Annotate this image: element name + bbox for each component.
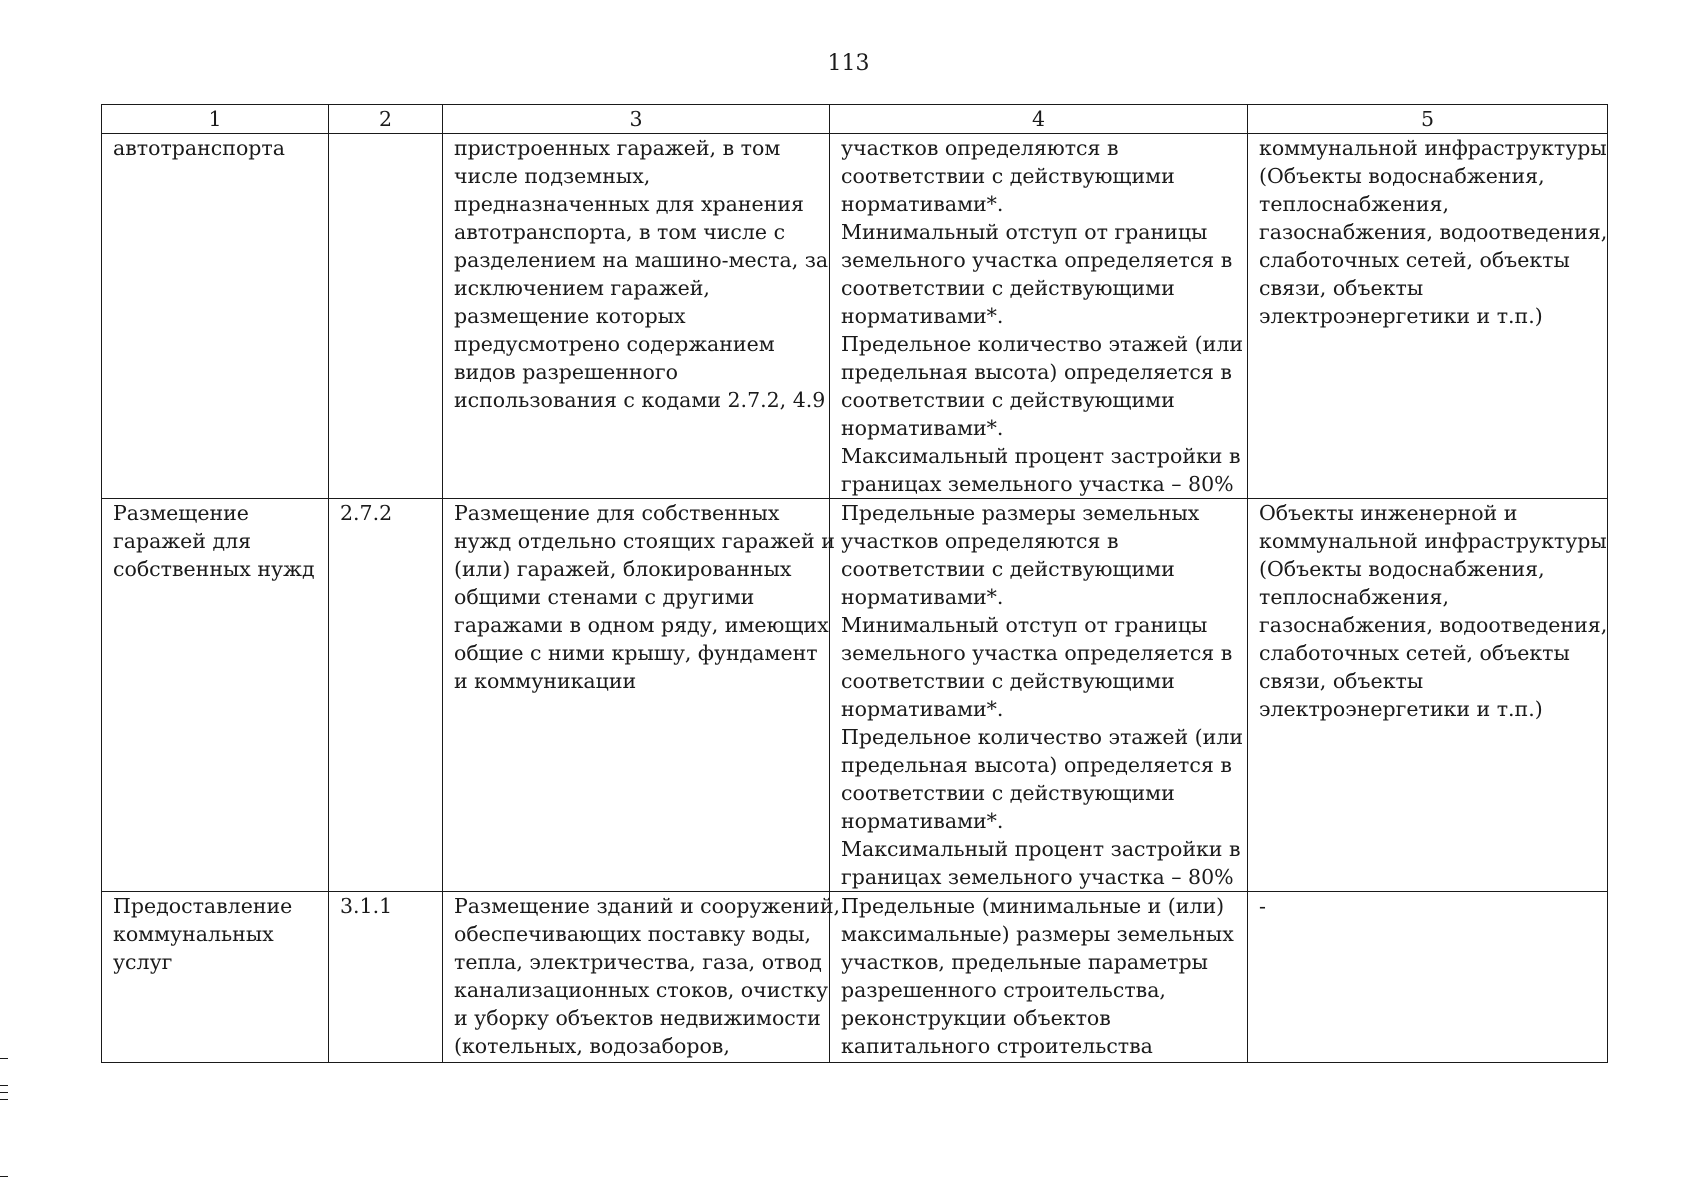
cell-text-line: разделением на машино-места, за [454,248,829,272]
cell-text-line: автотранспорта [113,136,285,160]
cell-text-line: Размещение зданий и сооружений, [454,894,840,918]
cell-text-line: и уборку объектов недвижимости [454,1006,821,1030]
cell-text-line: предельная высота) определяется в [841,360,1232,384]
cell-text-line: участков определяются в [841,136,1119,160]
parameters-cell [830,134,1248,499]
use-description-cell [443,892,840,1063]
cell-text-line: Предоставление [113,894,293,918]
cell-text-line: участков определяются в [841,529,1119,553]
cell-text-line: Предельные (минимальные и (или) [841,894,1225,918]
cell-text-line: Размещение [113,501,249,525]
cell-text-line: границах земельного участка – 80% [841,865,1234,889]
cell-text-line: капитального строительства [841,1034,1153,1058]
use-code-cell [329,499,443,892]
column-header-4: 4 [830,105,1248,134]
cell-text-line: Максимальный процент застройки в [841,837,1241,861]
cell-text-line: газоснабжения, водоотведения, [1259,613,1608,637]
cell-text-line: предназначенных для хранения [454,192,804,216]
accessory-objects-cell [1248,892,1608,1063]
cell-text-line: - [1259,894,1266,918]
page-number: 113 [827,51,870,76]
cell-text-line: слаботочных сетей, объекты [1259,248,1570,272]
cell-text-line: земельного участка определяется в [841,641,1233,665]
scan-margin-mark [0,1058,8,1059]
cell-text-line: (Объекты водоснабжения, [1259,164,1545,188]
parameters-cell [830,499,1248,892]
cell-text-line: нормативами*. [841,697,1004,721]
column-header-5: 5 [1248,105,1608,134]
cell-text-line: общими стенами с другими [454,585,755,609]
cell-text-line: земельного участка определяется в [841,248,1233,272]
cell-text-line: участков, предельные параметры [841,950,1208,974]
cell-text-line: максимальные) размеры земельных [841,922,1234,946]
column-header-1: 1 [102,105,329,134]
scan-margin-mark [0,1085,8,1086]
cell-text-line: гаражами в одном ряду, имеющих [454,613,829,637]
use-type-name-cell [102,134,329,499]
cell-text-line: Предельное количество этажей (или [841,725,1244,749]
cell-text-line: коммунальной инфраструктуры [1259,136,1607,160]
use-description-cell [443,499,835,892]
cell-text-line: Минимальный отступ от границы [841,613,1208,637]
column-header-3: 3 [443,105,830,134]
cell-text-line: нормативами*. [841,416,1004,440]
cell-text-line: Минимальный отступ от границы [841,220,1208,244]
cell-text-line: связи, объекты [1259,276,1424,300]
cell-text-line: (котельных, водозаборов, [454,1034,730,1058]
cell-text-line: услуг [113,950,173,974]
table-row [102,892,1608,1063]
use-code-cell [329,134,443,499]
cell-text-line: нормативами*. [841,809,1004,833]
cell-text-line: Размещение для собственных [454,501,780,525]
table-row [102,134,1608,499]
cell-text-line: нужд отдельно стоящих гаражей и [454,529,835,553]
cell-text-line: (Объекты водоснабжения, [1259,557,1545,581]
cell-text-line: Предельное количество этажей (или [841,332,1244,356]
cell-text-line: границах земельного участка – 80% [841,472,1234,496]
cell-text-line: коммунальной инфраструктуры [1259,529,1607,553]
cell-text-line: 2.7.2 [340,501,393,525]
cell-text-line: (или) гаражей, блокированных [454,557,792,581]
cell-text-line: числе подземных, [454,164,651,188]
cell-text-line: пристроенных гаражей, в том [454,136,781,160]
cell-text-line: 3.1.1 [340,894,393,918]
cell-text-line: реконструкции объектов [841,1006,1111,1030]
scan-margin-mark [0,1099,8,1100]
cell-text-line: гаражей для [113,529,252,553]
cell-text-line: видов разрешенного [454,360,678,384]
cell-text-line: Предельные размеры земельных [841,501,1200,525]
use-type-name-cell [102,499,329,892]
cell-text-line: соответствии с действующими [841,276,1175,300]
cell-text-line: Объекты инженерной и [1259,501,1518,525]
cell-text-line: тепла, электричества, газа, отвод [454,950,822,974]
scan-margin-mark [0,1176,8,1177]
cell-text-line: электроэнергетики и т.п.) [1259,697,1543,721]
cell-text-line: нормативами*. [841,192,1004,216]
cell-text-line: предусмотрено содержанием [454,332,775,356]
cell-text-line: соответствии с действующими [841,669,1175,693]
cell-text-line: автотранспорта, в том числе с [454,220,786,244]
table-header-row [102,105,1608,134]
cell-text-line: нормативами*. [841,304,1004,328]
cell-text-line: коммунальных [113,922,274,946]
cell-text-line: канализационных стоков, очистку [454,978,829,1002]
cell-text-line: предельная высота) определяется в [841,753,1232,777]
cell-text-line: использования с кодами 2.7.2, 4.9 [454,388,826,412]
cell-text-line: соответствии с действующими [841,557,1175,581]
cell-text-line: общие с ними крышу, фундамент [454,641,818,665]
parameters-cell [830,892,1248,1063]
cell-text-line: размещение которых [454,304,686,328]
use-description-cell [443,134,830,499]
cell-text-line: соответствии с действующими [841,164,1175,188]
cell-text-line: разрешенного строительства, [841,978,1166,1002]
cell-text-line: теплоснабжения, [1259,192,1449,216]
cell-text-line: соответствии с действующими [841,388,1175,412]
scan-margin-mark [0,1092,8,1093]
cell-text-line: и коммуникации [454,669,637,693]
cell-text-line: исключением гаражей, [454,276,710,300]
accessory-objects-cell [1248,499,1608,892]
cell-text-line: Максимальный процент застройки в [841,444,1241,468]
cell-text-line: связи, объекты [1259,669,1424,693]
cell-text-line: собственных нужд [113,557,315,581]
cell-text-line: обеспечивающих поставку воды, [454,922,812,946]
table-row [102,499,1608,892]
zoning-table [101,104,1608,1063]
use-type-name-cell [102,892,329,1063]
accessory-objects-cell [1248,134,1608,499]
cell-text-line: газоснабжения, водоотведения, [1259,220,1608,244]
use-code-cell [329,892,443,1063]
cell-text-line: нормативами*. [841,585,1004,609]
column-header-2: 2 [329,105,443,134]
cell-text-line: теплоснабжения, [1259,585,1449,609]
cell-text-line: электроэнергетики и т.п.) [1259,304,1543,328]
cell-text-line: соответствии с действующими [841,781,1175,805]
cell-text-line: слаботочных сетей, объекты [1259,641,1570,665]
